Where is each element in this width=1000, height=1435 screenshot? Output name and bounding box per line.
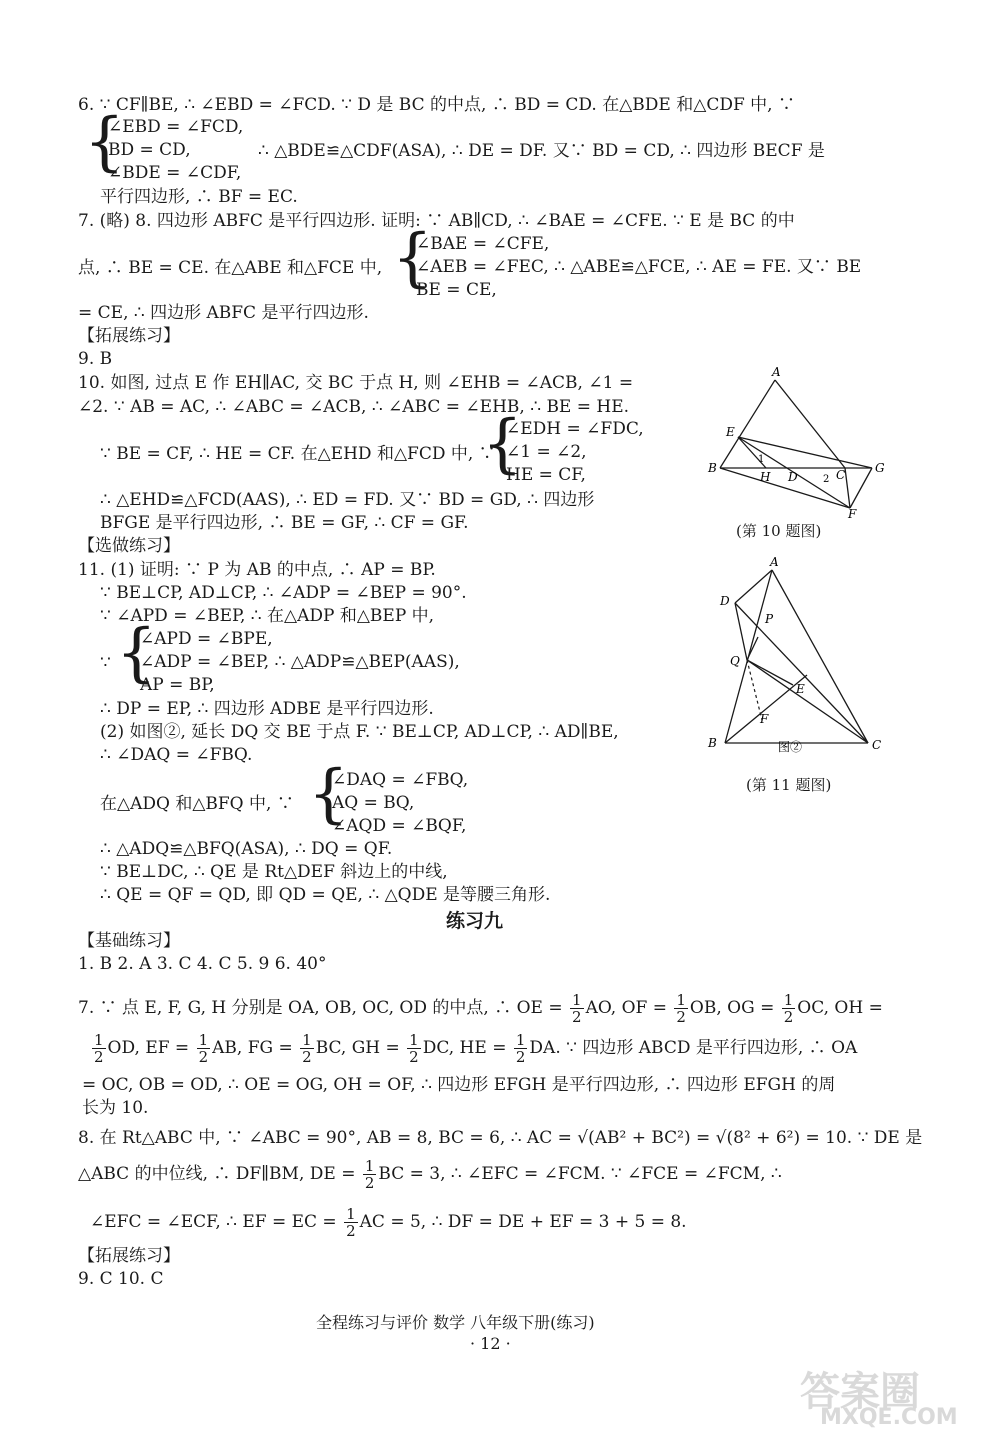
fig10-label-a: A	[772, 365, 781, 379]
q11-sys4: ∠DAQ = ∠FBQ,	[332, 770, 469, 790]
q7b-line4: 长为 10.	[82, 1098, 149, 1118]
fig11-ad	[735, 570, 772, 603]
q11-brace2: {	[308, 757, 349, 831]
fig10-bf	[720, 468, 850, 508]
q7-sys1: ∠BAE = ∠CFE,	[416, 234, 550, 254]
fig10-caption: (第 10 题图)	[736, 522, 822, 540]
q11-line2: ∵ BE⊥CP, AD⊥CP, ∴ ∠ADP = ∠BEP = 90°.	[100, 583, 467, 603]
q8-line3	[90, 1204, 687, 1240]
fraction-half: $\frac{1}{2}$	[676, 991, 686, 1026]
fraction-half: $\frac{1}{2}$	[572, 991, 582, 1026]
q8-line1: 8. 在 Rt△ABC 中, ∵ ∠ABC = 90°, AB = 8, BC = 6, ∴ AC = √(AB² + BC²) = √(8² + 6²) = 10. ∵ DE 是	[78, 1128, 923, 1148]
q6-line1: 6. ∵ CF∥BE, ∴ ∠EBD = ∠FCD. ∵ D 是 BC 的中点, ∴ BD = CD. 在△BDE 和△CDF 中, ∵	[78, 95, 795, 115]
q7b-text-g: BC, GH =	[315, 1038, 400, 1058]
exercise9-title: 练习九	[446, 910, 504, 932]
q8-text-b: △ABC 的中位线, ∴ DF∥BM, DE =	[78, 1164, 356, 1184]
q11-line8: ∴ △ADQ≌△BFQ(ASA), ∴ DQ = QF.	[100, 839, 393, 859]
ext2-heading: 【拓展练习】	[78, 1246, 180, 1266]
q10-sys2: ∠1 = ∠2,	[506, 442, 587, 462]
q6-sys1: ∠EBD = ∠FCD,	[108, 117, 244, 137]
q8-text-e: AC = 5, ∴ DF = DE + EF = 3 + 5 = 8.	[359, 1212, 687, 1232]
fig11-label-c: C	[872, 738, 882, 752]
q11-line5: (2) 如图②, 延长 DQ 交 BE 于点 F. ∵ BE⊥CP, AD⊥CP, ∴ AD∥BE,	[100, 722, 619, 742]
figure-10	[700, 365, 900, 520]
fig10-gf	[850, 468, 872, 508]
q7b-text-d: OC, OH =	[797, 998, 883, 1018]
q11-line7: 在△ADQ 和△BFQ 中, ∵	[100, 794, 294, 814]
q11-line3: ∵ ∠APD = ∠BEP, ∴ 在△ADP 和△BEP 中,	[100, 606, 435, 626]
figure-11	[700, 555, 890, 755]
fig11-label-f: F	[760, 712, 769, 726]
q6-line3: 平行四边形, ∴ BF = EC.	[100, 187, 298, 207]
fraction-half: $\frac{1}{2}$	[94, 1031, 104, 1066]
watermark-logo: 答案圈	[800, 1369, 920, 1415]
fig11-caption: (第 11 题图)	[746, 776, 832, 794]
fig11-label-e: E	[796, 682, 805, 696]
q10-brace: {	[482, 407, 523, 481]
q11-sys6: ∠AQD = ∠BQF,	[332, 816, 467, 836]
fig10-label-f: F	[848, 507, 857, 520]
fig11-figure-label: 图②	[778, 740, 803, 754]
q8-line2	[78, 1156, 782, 1192]
q7-line1: 7. (略) 8. 四边形 ABFC 是平行四边形. 证明: ∵ AB∥CD, ∴ ∠BAE = ∠CFE. ∵ E 是 BC 的中	[78, 211, 795, 231]
q7b-text-b: AO, OF =	[585, 998, 667, 1018]
fig10-cf	[845, 468, 850, 508]
q6-brace: {	[84, 105, 125, 179]
q7b-text-i: DA. ∵ 四边形 ABCD 是平行四边形, ∴ OA	[529, 1038, 858, 1058]
q11-line10: ∴ QE = QF = QD, 即 QD = QE, ∴ △QDE 是等腰三角形.	[100, 885, 551, 905]
fig11-qc	[747, 660, 868, 743]
fig10-label-d: D	[788, 470, 798, 484]
fig11-qe	[747, 660, 793, 685]
q7-brace: {	[392, 221, 433, 295]
fig11-be	[725, 675, 807, 743]
fig10-label-g: G	[875, 461, 885, 475]
q6-sys3: ∠BDE = ∠CDF,	[108, 163, 242, 183]
fig11-dq	[735, 603, 747, 660]
q11-sys5: AQ = BQ,	[332, 793, 415, 813]
q10-line1: 10. 如图, 过点 E 作 EH∥AC, 交 BC 于点 H, 则 ∠EHB = ∠ACB, ∠1 =	[78, 373, 634, 393]
fraction-half: $\frac{1}{2}$	[346, 1205, 356, 1240]
fig11-label-p: P	[765, 612, 774, 626]
q7-sys2: ∠AEB = ∠FEC, ∴ △ABE≌△FCE, ∴ AE = FE. 又∵ BE	[416, 257, 862, 277]
fig11-label-q: Q	[730, 654, 740, 668]
fraction-half: $\frac{1}{2}$	[783, 991, 794, 1026]
q11-brace1: {	[116, 616, 157, 690]
q10-sys1: ∠EDH = ∠FDC,	[506, 419, 644, 439]
fig10-label-1: 1	[758, 454, 765, 465]
q7b-line2	[90, 1030, 857, 1066]
q8-text-c: BC = 3, ∴ ∠EFC = ∠FCM. ∵ ∠FCE = ∠FCM, ∴	[378, 1164, 782, 1184]
q7b-text-a: 7. ∵ 点 E, F, G, H 分别是 OA, OB, OC, OD 的中点, ∴ OE =	[78, 998, 563, 1018]
q7-sys3: BE = CE,	[416, 280, 497, 300]
q6-sys2: BD = CD,	[108, 140, 191, 160]
fraction-half: $\frac{1}{2}$	[409, 1031, 419, 1066]
q7b-text-c: OB, OG =	[689, 998, 775, 1018]
q10-line5: BFGE 是平行四边形, ∴ BE = GF, ∴ CF = GF.	[100, 513, 469, 533]
q7b-text-e: OD, EF =	[107, 1038, 190, 1058]
footer-book-title: 全程练习与评价 数学 八年级下册(练习)	[316, 1313, 595, 1332]
fig10-label-b: B	[708, 461, 717, 475]
q7b-line1	[78, 990, 883, 1026]
q11-sys2: ∠ADP = ∠BEP, ∴ △ADP≌△BEP(AAS),	[140, 652, 460, 672]
fraction-half: $\frac{1}{2}$	[364, 1157, 375, 1192]
q9-answer: 9. B	[78, 349, 113, 369]
opt-heading: 【选做练习】	[78, 536, 180, 556]
fig10-label-h: H	[760, 470, 771, 484]
fig11-label-d: D	[720, 594, 730, 608]
fraction-half: $\frac{1}{2}$	[515, 1031, 526, 1066]
q11-line1: 11. (1) 证明: ∵ P 为 AB 的中点, ∴ AP = BP.	[78, 560, 436, 580]
fig11-label-a: A	[770, 555, 779, 569]
ex9-basic-heading: 【基础练习】	[78, 931, 180, 951]
q7b-text-h: DC, HE =	[422, 1038, 507, 1058]
fig10-label-2: 2	[823, 474, 830, 485]
q7b-line3: = OC, OB = OD, ∴ OE = OG, OH = OF, ∴ 四边形 EFGH 是平行四边形, ∴ 四边形 EFGH 的周	[82, 1075, 836, 1095]
q7-line2: 点, ∴ BE = CE. 在△ABE 和△FCE 中,	[78, 258, 383, 278]
fig10-label-c: C	[836, 468, 846, 482]
fig11-label-b: B	[708, 736, 717, 750]
q11-sys3: AP = BP,	[140, 675, 215, 695]
q11-line4: ∴ DP = EP, ∴ 四边形 ADBE 是平行四边形.	[100, 699, 434, 719]
q10-line4: ∴ △EHD≌△FCD(AAS), ∴ ED = FD. 又∵ BD = GD, ∴ 四边形	[100, 490, 595, 510]
q11-line6: ∴ ∠DAQ = ∠FBQ.	[100, 745, 253, 765]
q10-line3: ∵ BE = CF, ∴ HE = CF. 在△EHD 和△FCD 中, ∵	[100, 444, 496, 464]
q11-sys1: ∠APD = ∠BPE,	[140, 629, 273, 649]
q10-line2: ∠2. ∵ AB = AC, ∴ ∠ABC = ∠ACB, ∴ ∠ABC = ∠EHB, ∴ BE = HE.	[78, 397, 630, 417]
fig10-label-e: E	[726, 425, 735, 439]
q11-line9: ∵ BE⊥DC, ∴ QE 是 Rt△DEF 斜边上的中线,	[100, 862, 448, 882]
q7-line3: = CE, ∴ 四边形 ABFC 是平行四边形.	[78, 303, 369, 323]
q7b-text-f: AB, FG =	[212, 1038, 293, 1058]
q11-because: ∵	[100, 653, 111, 673]
q10-sys3: HE = CF,	[506, 465, 586, 485]
fraction-half: $\frac{1}{2}$	[198, 1031, 209, 1066]
q6-line2: ∴ △BDE≌△CDF(ASA), ∴ DE = DF. 又∵ BD = CD, ∴ 四边形 BECF 是	[258, 141, 825, 161]
ex9-basic-answers: 1. B 2. A 3. C 4. C 5. 9 6. 40°	[78, 954, 327, 974]
fraction-half: $\frac{1}{2}$	[302, 1031, 312, 1066]
watermark-site: MXQE.COM	[820, 1405, 958, 1430]
q8-text-d: ∠EFC = ∠ECF, ∴ EF = EC =	[90, 1212, 337, 1232]
footer-page-number: · 12 ·	[470, 1334, 511, 1353]
fig10-ac	[775, 380, 845, 468]
ext1-heading: 【拓展练习】	[78, 326, 180, 346]
ext2-answers: 9. C 10. C	[78, 1269, 164, 1289]
